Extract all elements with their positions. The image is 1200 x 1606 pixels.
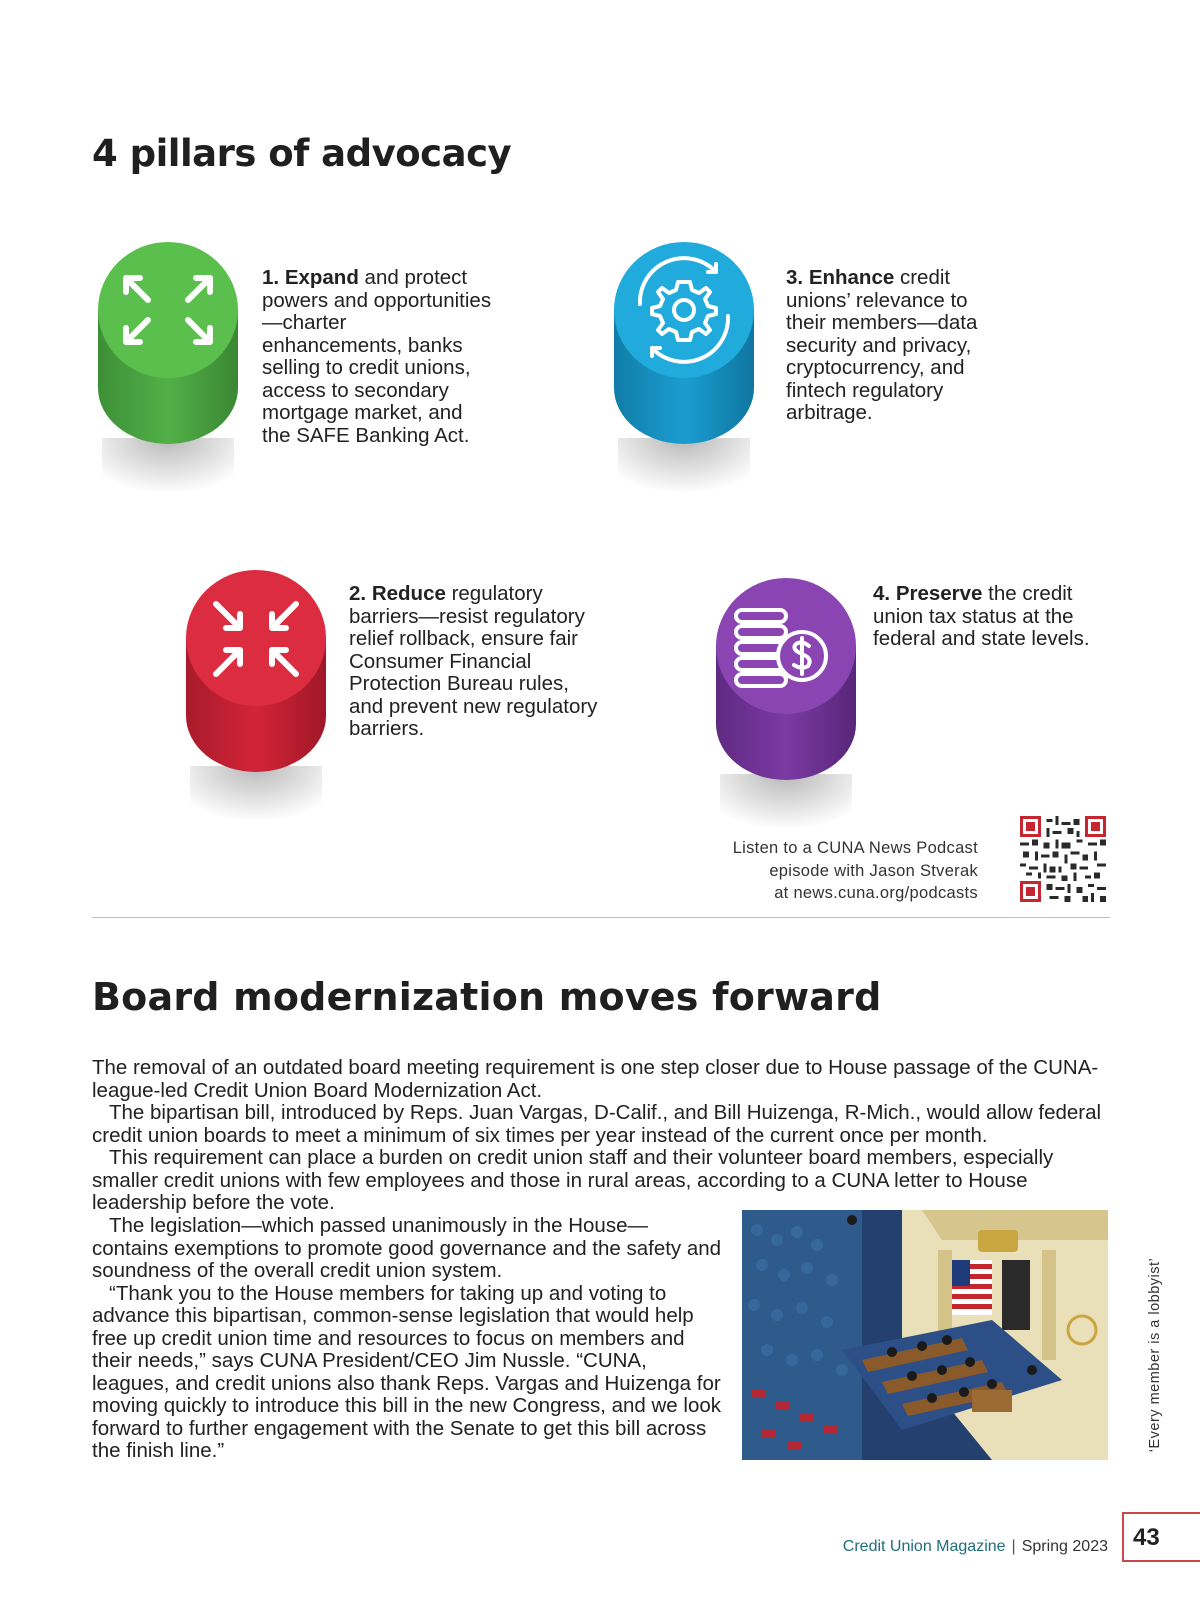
section-heading: 4 pillars of advocacy (92, 132, 512, 175)
pillar-1-number: 1. (262, 266, 280, 289)
qr-code-icon[interactable] (1020, 816, 1106, 902)
issue-label: Spring 2023 (1021, 1538, 1108, 1555)
pillar-3-keyword: Enhance (808, 266, 895, 289)
pillar-1-description: and protect powers and opportunities—charter enhancements, banks selling to credit unions, access to secondary mortgage market, and the SAFE Banking Act. (262, 266, 492, 447)
pillar-4-text (873, 583, 1103, 651)
podcast-line-3: at news.cuna.org/podcasts (774, 884, 978, 902)
podcast-line-1: Listen to a CUNA News Podcast (732, 839, 978, 857)
pillar-2-number: 2. (349, 582, 367, 605)
podcast-line-2: episode with Jason Stverak (769, 861, 978, 880)
pillar-3-number: 3. (786, 266, 804, 289)
magazine-name: Credit Union Magazine (842, 1538, 1006, 1555)
article-title: Board modernization moves forward (92, 975, 882, 1019)
page-number: 43 (1133, 1524, 1160, 1551)
pillar-3-description: credit unions’ relevance to their members—data security and privacy, cryptocurrency, and fintech regulatory arbitrage. (786, 266, 978, 424)
green-cylinder (88, 238, 248, 518)
article-paragraph-2: The bipartisan bill, introduced by Reps. Juan Vargas, D-Calif., and Bill Huizenga, R-Mich., would allow federal credit union boards to meet a minimum of six times per year instead of the current once per month. (92, 1101, 1102, 1147)
side-quote-text: ‘Every member is a lobbyist’ (1147, 1257, 1163, 1453)
page-footer (843, 1538, 1108, 1556)
article-paragraph-5: “Thank you to the House members for taking up and voting to advance this bipartisan, common-sense legislation that would help free up credit union time and resources to focus on members and their needs,” says CUNA President/CEO Jim Nussle. “CUNA, leagues, and credit unions also thank Reps. Vargas and Huizenga for moving quickly to introduce this bill in the new Congress, and we look forward to further engagement with the Senate to get this bill across the finish line.” (92, 1281, 721, 1462)
pillar-1-text (262, 267, 492, 447)
pillar-2-text (349, 583, 599, 741)
blue-cylinder (604, 238, 764, 518)
pillar-4-keyword: Preserve (895, 582, 983, 605)
podcast-callout (733, 837, 978, 905)
pillar-2-description: regulatory barriers—resist regulatory relief rollback, ensure fair Consumer Financial Protection Bureau rules, and prevent new regulatory barriers. (349, 582, 598, 740)
pillar-3-text (786, 267, 1006, 425)
article-paragraph-3: This requirement can place a burden on credit union staff and their volunteer board members, especially smaller credit unions with few employees and those in rural areas, according to a CUNA letter to House leadership before the vote. (92, 1146, 1054, 1214)
article-paragraph-1: The removal of an outdated board meeting requirement is one step closer due to House passage of the CUNA-league-led Credit Union Board Modernization Act. (92, 1056, 1099, 1102)
house-chamber-illustration (742, 1210, 1108, 1460)
article-body-bottom (92, 1215, 724, 1463)
footer-separator: | (1011, 1538, 1016, 1555)
side-quote (1144, 1250, 1166, 1460)
pillar-2-keyword: Reduce (371, 582, 446, 605)
article-paragraph-4: The legislation—which passed unanimously in the House—contains exemptions to promote good governance and the safety and soundness of the overall credit union system. (92, 1214, 722, 1282)
red-cylinder (176, 566, 336, 846)
article-body-top (92, 1057, 1112, 1215)
pillar-4-description: the credit union tax status at the federal and state levels. (873, 582, 1090, 650)
purple-cylinder (706, 574, 866, 854)
pillar-4-number: 4. (873, 582, 891, 605)
section-divider (92, 917, 1110, 918)
pillar-1-keyword: Expand (284, 266, 359, 289)
